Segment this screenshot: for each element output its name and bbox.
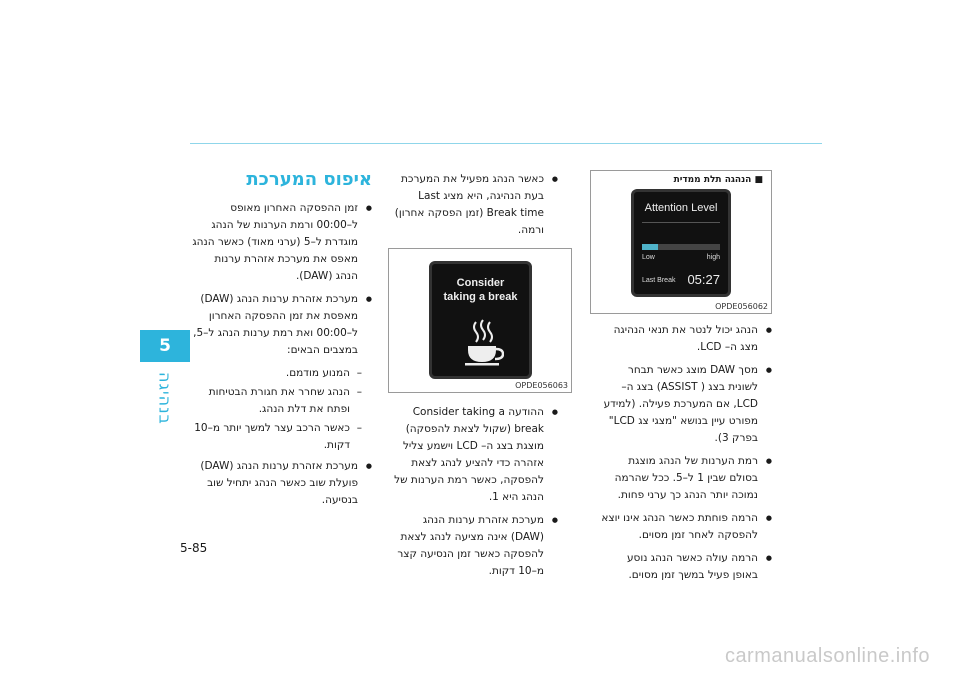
consider-break-figure (388, 248, 572, 393)
system-reset-title: איפוס המערכת (246, 169, 372, 190)
cluster-screen (429, 261, 532, 379)
low-label: Low (642, 254, 655, 261)
watermark: carmanualsonline.info (724, 645, 930, 667)
figure-code: OPDE056062 (715, 302, 768, 311)
cluster-screen (631, 189, 731, 297)
left-column (190, 168, 372, 515)
left-last-bullet: ● מערכת אזהרת ערנות הנהג (DAW) פועלת שוב כאשר הנהג יתחיל שוב בנסיעה. (190, 458, 372, 509)
mid-top-bullet: ● כאשר הנהג מפעיל את המערכת בעת הנהיגה, היא מציג Last Break time (זמן הפסקה אחרון) ורמה. (388, 171, 558, 239)
chapter-tab (140, 330, 190, 362)
mid-bullet-1: ● ההודעה Consider taking a break (שקול לצאת להפסקה) מוצגת בצג ה– LCD וישמע צליל אזהרה כדי להציע לנהג לצאת להפסקה, כאשר רמת הערנות של הנהג היא 1. (388, 404, 558, 506)
left-lead-bullet: ● מערכת אזהרת ערנות הנהג (DAW) מאפסת את זמן ההפסקה האחרון ל–00:00 ואת רמת ערנות הנהג ל–5, במצבים הבאים: (190, 291, 372, 359)
reset-condition-3: – כאשר הרכב עצר למשך יותר מ–10 דקות. (190, 420, 372, 454)
figure-code: OPDE056063 (515, 381, 568, 390)
middle-column-lower (388, 404, 558, 586)
right-bullet-1: ● הנהג יכול לנטר את תנאי הנהיגה מצג ה– LCD. (600, 322, 772, 356)
top-rule (190, 143, 822, 144)
reset-condition-1: – המנוע מודמם. (190, 365, 372, 382)
figure-caption: ■ הנהגה תלת ממדית (673, 175, 763, 185)
page-number: 5-85 (180, 541, 208, 555)
screen-divider (642, 222, 720, 223)
chapter-label: בנהיגה (155, 372, 175, 425)
last-break-time: 05:27 (687, 272, 720, 287)
coffee-cup-icon (462, 318, 504, 366)
left-intro-bullet: ● זמן ההפסקה האחרון מאופס ל–00:00 ורמת הערנות של הנהג מוגדרת ל–5 (ערני מאוד) כאשר הנהג מאפס את מערכת אזהרת ערנות הנהג (DAW). (190, 200, 372, 285)
attention-level-fill (642, 244, 658, 250)
high-label: high (706, 254, 720, 261)
right-column (600, 322, 772, 590)
last-break-label: Last Break (642, 277, 676, 284)
right-bullet-2: ● מסך DAW מוצג כאשר תבחר לשונית בצג ( ASSIST) בצג ה– LCD, אם המערכת פעילה. (למידע מפורט עיין בנושא "מצגי צג LCD" בפרק 3). (600, 362, 772, 447)
reset-condition-2: – הנהג שחרר את חגורת הבטיחות ופתח את דלת הנהג. (190, 384, 372, 418)
chapter-number: 5 (159, 336, 171, 356)
attention-level-bar (642, 244, 720, 250)
attention-level-figure (590, 170, 772, 314)
right-bullet-3: ● רמת הערנות של הנהג מוצגת בסולם שבין 1 ל–5. ככל שהרמה נמוכה יותר הנהג כך ערני פחות. (600, 453, 772, 504)
right-bullet-5: ● הרמה עולה כאשר הנהג נוסע באופן פעיל במשך זמן מסוים. (600, 550, 772, 584)
screen-title: Attention Level (644, 202, 718, 214)
mid-bullet-2: ● מערכת אזהרת ערנות הנהג (DAW) אינה מציעה לנהג לצאת להפסקה כאשר זמן הנסיעה קצר מ–10 דקות. (388, 512, 558, 580)
screen-message: Consider taking a break (443, 277, 518, 303)
right-bullet-4: ● הרמה פוחתת כאשר הנהג אינו יוצא להפסקה לאחר זמן מסוים. (600, 510, 772, 544)
